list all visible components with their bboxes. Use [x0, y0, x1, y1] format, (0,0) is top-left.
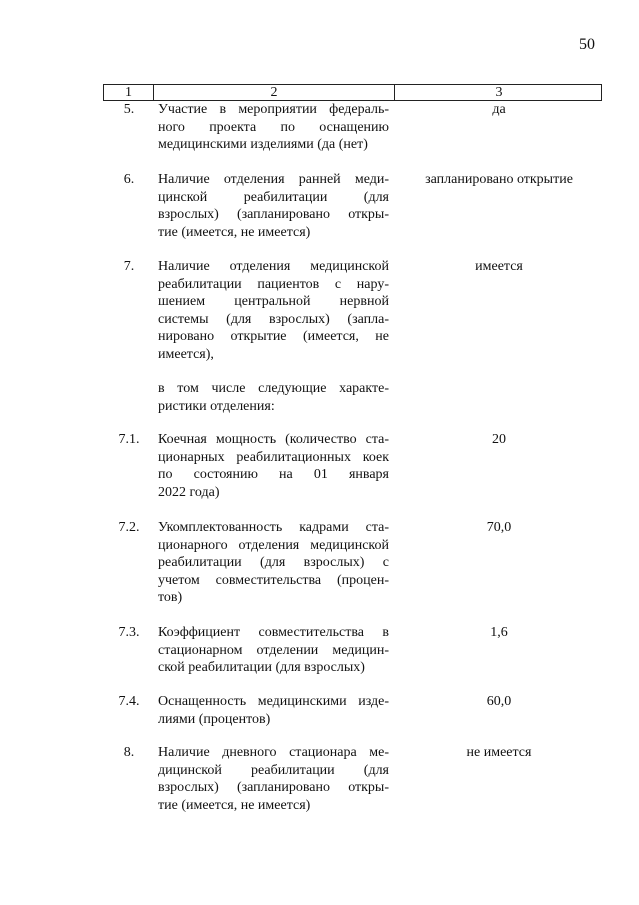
header-col-3: 3: [495, 85, 503, 100]
row-value: запланировано открытие: [425, 172, 573, 187]
row-number: 7.2.: [118, 520, 140, 535]
row-value: да: [492, 102, 506, 117]
description-line: реабилитации пациентов с нару-: [158, 276, 389, 292]
table-row: [103, 693, 603, 728]
table-row: [103, 101, 603, 154]
description-line: Наличие отделения медицинской: [158, 259, 389, 274]
row-description: [153, 693, 395, 728]
row-description: [153, 744, 395, 814]
description-line: системы (для взрослых) (запла-: [158, 311, 389, 327]
description-line: ристики отделения:: [158, 398, 275, 414]
description-line: тов): [158, 590, 183, 605]
description-line: ного проекта по оснащению: [158, 119, 389, 135]
description-line: по состоянию на 01 января: [158, 467, 389, 482]
page-number: 50: [579, 36, 595, 53]
table-row: [103, 258, 603, 363]
description-line: реабилитации (для взрослых) с: [158, 555, 389, 570]
description-line: ской реабилитации (для взрослых): [158, 660, 365, 675]
description-line: 2022 года): [158, 484, 220, 500]
description-line: тие (имеется, не имеется): [158, 797, 311, 813]
row-description: [153, 258, 395, 363]
description-line: учетом совместительства (процен-: [158, 572, 389, 588]
description-line: Участие в мероприятии федераль-: [158, 102, 389, 117]
description-line: шением центральной нервной: [158, 294, 389, 309]
table-row: [103, 744, 603, 814]
row-number: 6.: [123, 172, 135, 187]
row-value: [395, 380, 603, 415]
row-value: не имеется: [466, 745, 532, 760]
row-description: [153, 101, 395, 154]
table-row: [103, 171, 603, 241]
description-line: цинской реабилитации (для: [158, 189, 389, 205]
description-line: Коэффициент совместительства в: [158, 625, 389, 640]
row-number: 7.: [123, 259, 135, 274]
description-line: ционарных реабилитационных коек: [158, 449, 389, 465]
description-line: дицинской реабилитации (для: [158, 762, 389, 778]
row-description: [153, 624, 395, 677]
header-col-2: 2: [154, 85, 395, 100]
description-line: взрослых) (запланировано откры-: [158, 780, 389, 795]
description-line: в том числе следующие характе-: [158, 381, 389, 396]
description-line: медицинскими изделиями (да (нет): [158, 137, 368, 152]
description-line: Укомплектованность кадрами ста-: [158, 520, 389, 535]
description-line: имеется),: [158, 346, 214, 362]
row-number: 5.: [123, 102, 135, 117]
row-description: [153, 171, 395, 241]
description-line: взрослых) (запланировано откры-: [158, 207, 389, 222]
description-line: тие (имеется, не имеется): [158, 224, 311, 240]
row-value: 60,0: [486, 694, 512, 709]
row-value: 20: [492, 432, 506, 447]
row-number: 7.3.: [118, 625, 140, 640]
row-value: 70,0: [486, 520, 512, 535]
table-header: [103, 84, 602, 101]
description-line: нировано открытие (имеется, не: [158, 329, 389, 344]
row-number: [103, 380, 153, 415]
row-description: [153, 519, 395, 607]
row-value: имеется: [475, 259, 523, 274]
row-description: [153, 380, 395, 415]
header-col-1: 1: [104, 85, 154, 100]
table-row: [103, 380, 603, 415]
description-line: лиями (процентов): [158, 711, 271, 727]
row-number: 8.: [123, 745, 135, 760]
description-line: ционарного отделения медицинской: [158, 537, 389, 553]
description-line: стационарном отделении медицин-: [158, 642, 389, 658]
description-line: Оснащенность медицинскими изде-: [158, 694, 389, 709]
table-row: [103, 624, 603, 677]
row-description: [153, 431, 395, 501]
description-line: Наличие отделения ранней меди-: [158, 172, 389, 187]
table-row: [103, 431, 603, 501]
table-row: [103, 519, 603, 607]
description-line: Коечная мощность (количество ста-: [158, 432, 389, 447]
row-number: 7.4.: [118, 694, 140, 709]
row-number: 7.1.: [118, 432, 140, 447]
description-line: Наличие дневного стационара ме-: [158, 745, 389, 760]
row-value: 1,6: [490, 625, 508, 640]
